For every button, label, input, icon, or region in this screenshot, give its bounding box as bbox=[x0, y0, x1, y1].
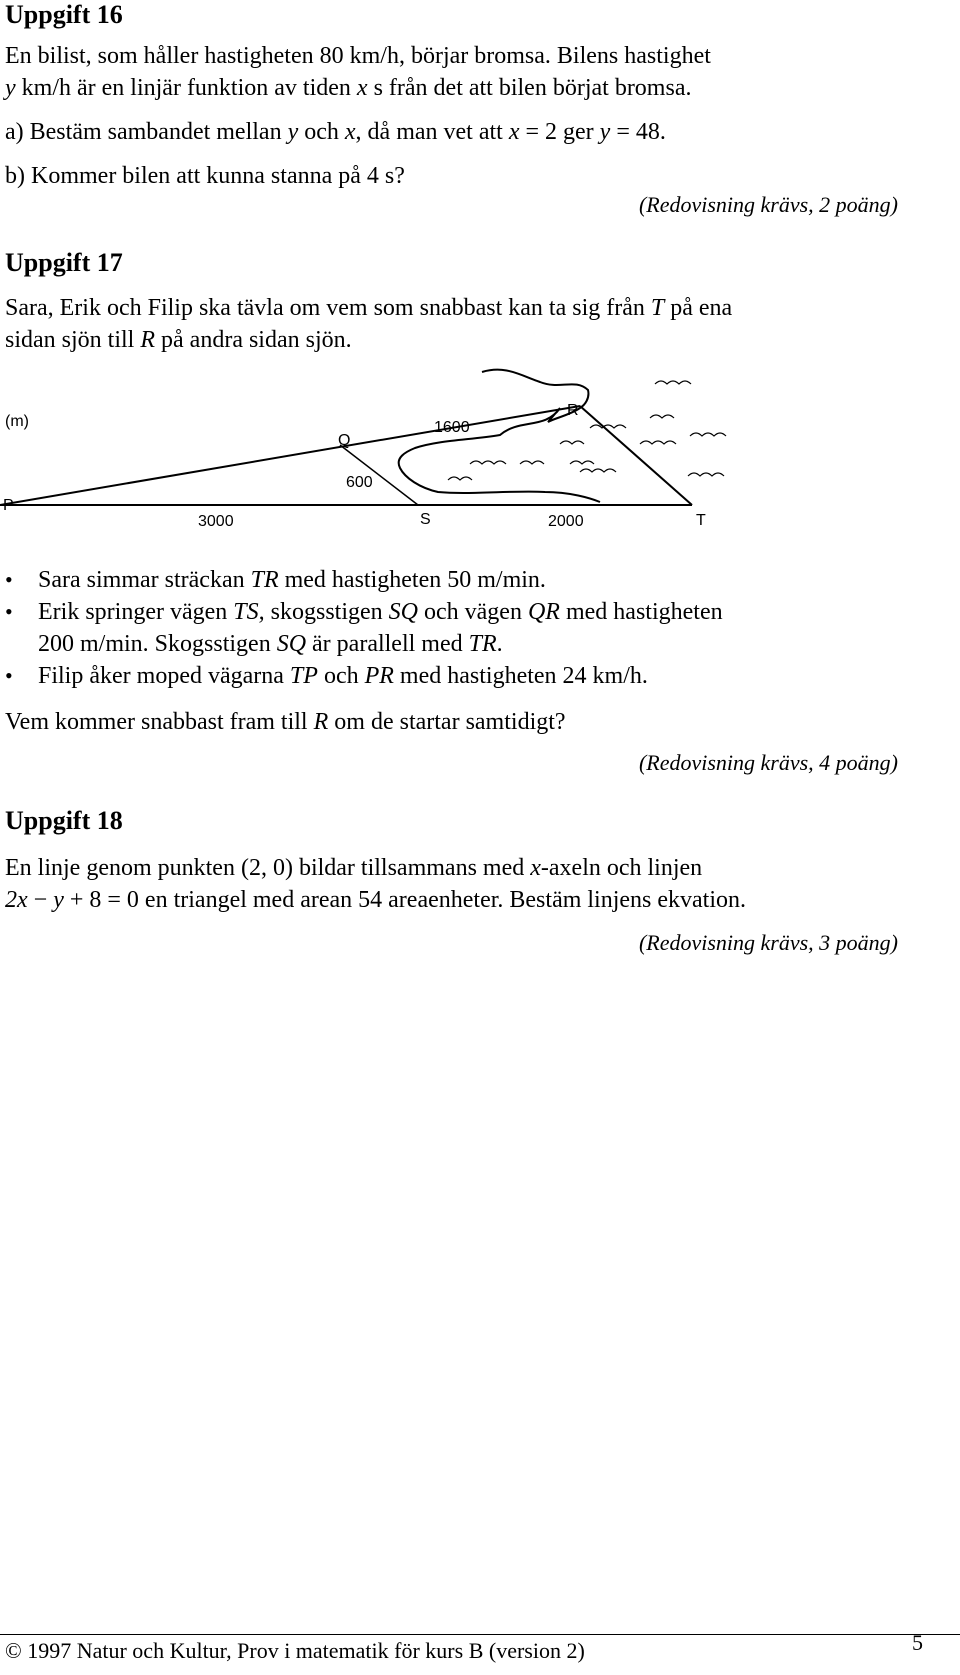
u17-question: Vem kommer snabbast fram till R om de startar samtidigt? bbox=[5, 709, 566, 735]
lake-figure bbox=[0, 360, 960, 560]
label-3000: 3000 bbox=[198, 513, 234, 530]
swim-TR bbox=[580, 406, 692, 505]
page-number: 5 bbox=[912, 1630, 923, 1655]
u17-title: Uppgift 17 bbox=[5, 248, 123, 277]
u16-part-a: a) Bestäm sambandet mellan y och x, då man vet att x = 2 ger y = 48. bbox=[5, 119, 666, 145]
label-600: 600 bbox=[346, 474, 373, 491]
u17-bullets bbox=[5, 564, 935, 692]
u18-title: Uppgift 18 bbox=[5, 806, 123, 835]
lake-outline-top bbox=[482, 372, 560, 408]
footer-copyright: © 1997 Natur och Kultur, Prov i matematik för kurs B (version 2) bbox=[5, 1638, 585, 1663]
label-2000: 2000 bbox=[548, 513, 584, 530]
label-S: S bbox=[420, 511, 431, 528]
bullet-filip: • Filip åker moped vägarna TP och PR med hastigheten 24 km/h. bbox=[5, 663, 648, 689]
label-Q: Q bbox=[338, 432, 351, 449]
label-R: R bbox=[567, 402, 579, 419]
u18-score: (Redovisning krävs, 3 poäng) bbox=[638, 930, 898, 955]
u16-part-b: b) Kommer bilen att kunna stanna på 4 s? bbox=[5, 163, 405, 189]
label-P: P bbox=[3, 497, 14, 514]
u16-intro bbox=[5, 40, 935, 104]
label-1600: 1600 bbox=[434, 419, 470, 436]
lake-outline bbox=[399, 370, 600, 502]
u17-score: (Redovisning krävs, 4 poäng) bbox=[638, 750, 898, 775]
u16-intro-line2: y km/h är en linjär funktion av tiden x s från det att bilen börjat bromsa. bbox=[5, 75, 692, 101]
u17-intro: Sara, Erik och Filip ska tävla om vem som snabbast kan ta sig från T på ena sidan sjön till R på andra sidan sjön. bbox=[5, 295, 733, 353]
u16-score: (Redovisning krävs, 2 poäng) bbox=[638, 192, 898, 217]
u18-text: En linje genom punkten (2, 0) bildar tillsammans med x-axeln och linjen 2x − y + 8 = 0 en triangel med arean 54 areaenheter. Bestäm linjens ekvation. bbox=[5, 855, 747, 913]
u16-title: Uppgift 16 bbox=[5, 0, 123, 29]
bullet-sara: • Sara simmar sträckan TR med hastigheten 50 m/min. bbox=[5, 567, 546, 593]
footer-rule bbox=[0, 1634, 960, 1635]
bullet-erik: • Erik springer vägen TS, skogsstigen SQ och vägen QR med hastigheten 200 m/min. Skogsstigen SQ är parallell med TR. bbox=[5, 599, 723, 657]
u16-intro-line1: En bilist, som håller hastigheten 80 km/h, börjar bromsa. Bilens hastighet bbox=[5, 43, 711, 69]
water-waves bbox=[448, 381, 726, 480]
road-PR bbox=[0, 406, 580, 505]
label-T: T bbox=[696, 512, 706, 529]
unit-label: (m) bbox=[5, 413, 29, 430]
